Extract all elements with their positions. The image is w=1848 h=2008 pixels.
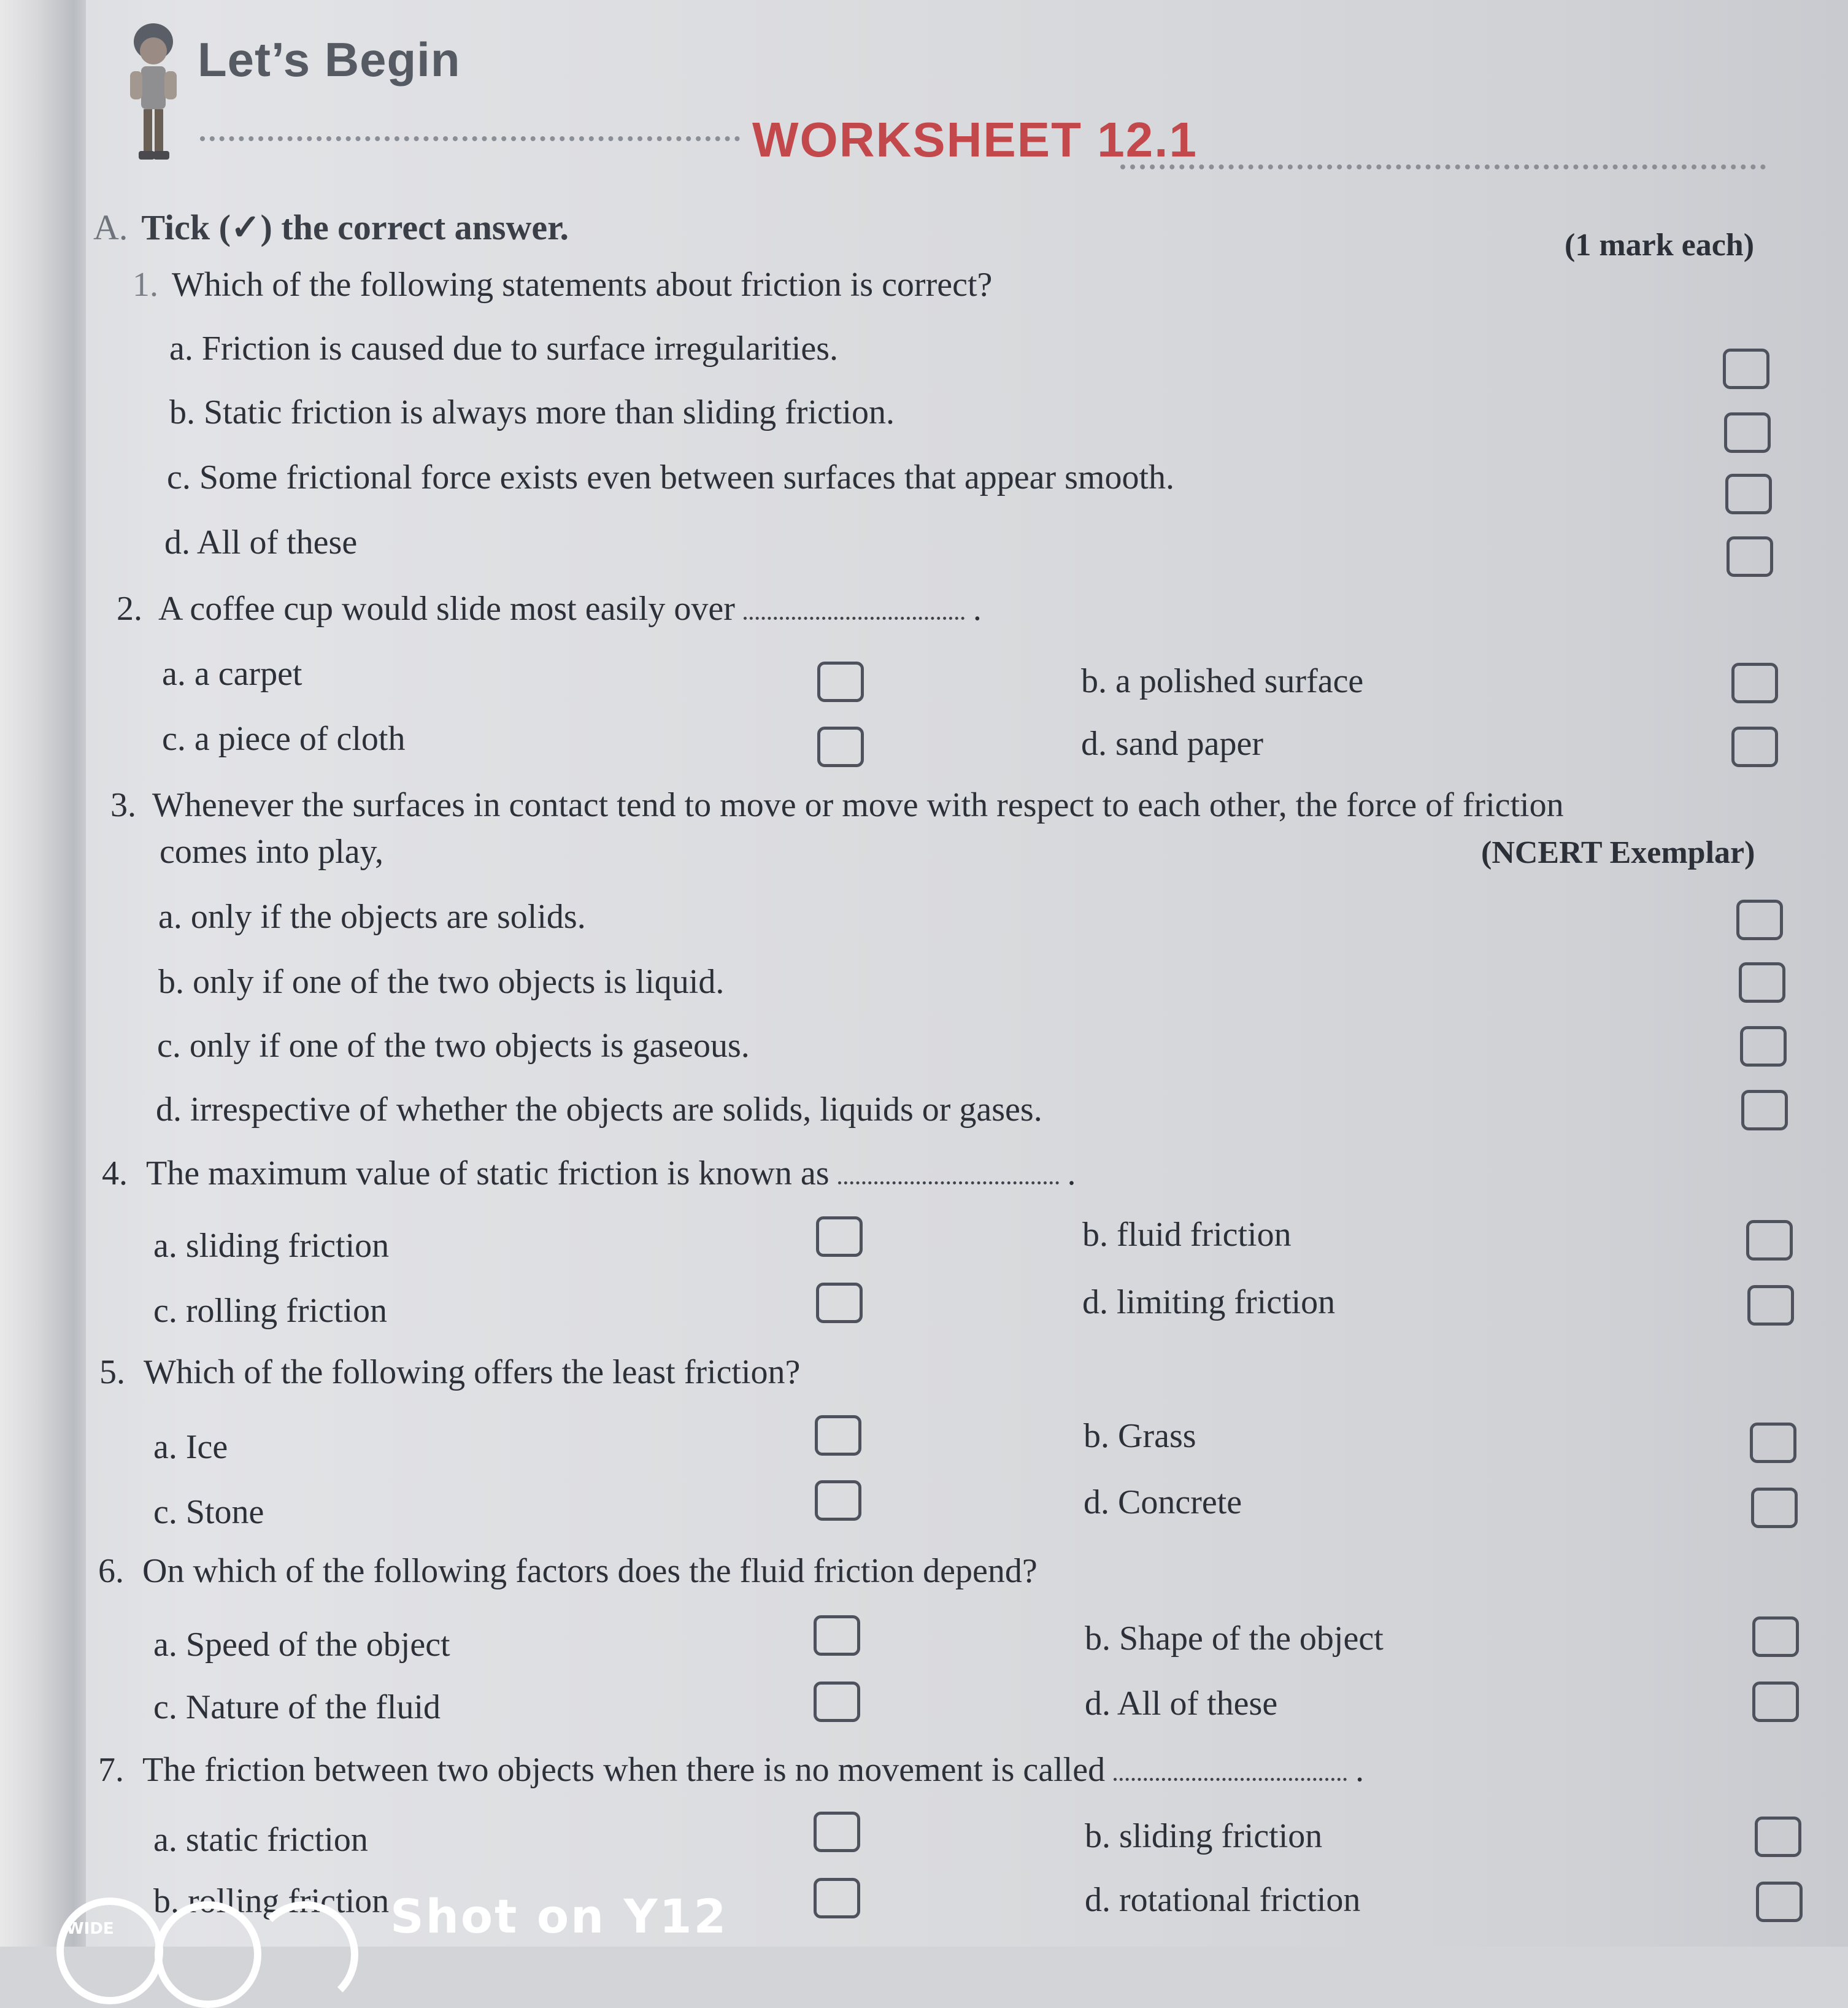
q6-option-d: d. All of these bbox=[1085, 1685, 1278, 1723]
question-3 bbox=[110, 786, 1564, 825]
answer-blank[interactable] bbox=[1114, 1778, 1347, 1781]
q4-option-c: c. rolling friction bbox=[153, 1292, 388, 1330]
watermark-lens-icon bbox=[56, 1898, 163, 2004]
question-number: 3. bbox=[110, 786, 136, 824]
q7-option-c: b. rolling friction bbox=[153, 1882, 390, 1920]
q4-checkbox-c[interactable] bbox=[816, 1283, 863, 1323]
q2-checkbox-d[interactable] bbox=[1731, 727, 1778, 767]
q7-checkbox-c[interactable] bbox=[814, 1878, 860, 1918]
q3-checkbox-a[interactable] bbox=[1736, 900, 1783, 940]
section-letter: A. bbox=[93, 207, 128, 247]
question-5 bbox=[99, 1353, 800, 1392]
q2-option-d: d. sand paper bbox=[1081, 725, 1264, 763]
q7-checkbox-b[interactable] bbox=[1755, 1817, 1801, 1857]
dotted-rule-left bbox=[200, 136, 740, 141]
q6-checkbox-d[interactable] bbox=[1752, 1682, 1799, 1722]
q1-checkbox-d[interactable] bbox=[1727, 536, 1773, 577]
question-text: The friction between two objects when there is no movement is called bbox=[142, 1751, 1106, 1789]
q3-checkbox-c[interactable] bbox=[1740, 1026, 1787, 1067]
question-text: Which of the following statements about friction is correct? bbox=[172, 266, 993, 304]
question-number: 7. bbox=[98, 1751, 124, 1789]
question-2 bbox=[117, 589, 982, 628]
q1-option-a: a. Friction is caused due to surface irregularities. bbox=[169, 330, 839, 368]
q6-checkbox-b[interactable] bbox=[1752, 1616, 1799, 1657]
question-text: On which of the following factors does the fluid friction depend? bbox=[142, 1552, 1038, 1590]
question-text: Which of the following offers the least friction? bbox=[144, 1353, 801, 1391]
marks-note: (1 mark each) bbox=[1565, 228, 1755, 263]
q3-option-a: a. only if the objects are solids. bbox=[158, 898, 586, 936]
q5-option-c: c. Stone bbox=[153, 1493, 264, 1531]
q2-option-c: c. a piece of cloth bbox=[162, 720, 406, 758]
trailing-period: . bbox=[1355, 1751, 1365, 1789]
question-number: 4. bbox=[102, 1154, 128, 1192]
question-text: A coffee cup would slide most easily over bbox=[158, 590, 735, 628]
q7-option-d: d. rotational friction bbox=[1085, 1881, 1361, 1919]
q3-checkbox-b[interactable] bbox=[1739, 962, 1785, 1003]
question-number: 1. bbox=[133, 266, 158, 304]
q3-checkbox-d[interactable] bbox=[1741, 1090, 1788, 1130]
question-number: 6. bbox=[98, 1552, 124, 1590]
q6-option-c: c. Nature of the fluid bbox=[153, 1688, 441, 1726]
q6-checkbox-c[interactable] bbox=[814, 1682, 860, 1722]
q1-checkbox-a[interactable] bbox=[1723, 349, 1769, 389]
q2-checkbox-a[interactable] bbox=[817, 662, 864, 702]
book-spine-shadow bbox=[0, 0, 86, 1947]
trailing-period: . bbox=[1067, 1154, 1076, 1192]
section-title: Let’s Begin bbox=[198, 33, 461, 87]
q4-option-b: b. fluid friction bbox=[1082, 1216, 1292, 1254]
q5-option-b: b. Grass bbox=[1084, 1417, 1196, 1455]
q4-checkbox-b[interactable] bbox=[1746, 1220, 1793, 1261]
q7-checkbox-a[interactable] bbox=[814, 1812, 860, 1852]
cartoon-boy-illustration bbox=[117, 17, 190, 164]
watermark-ring-icon bbox=[155, 1901, 261, 2008]
q2-option-b: b. a polished surface bbox=[1081, 662, 1364, 700]
q2-option-a: a. a carpet bbox=[162, 655, 302, 693]
question-4 bbox=[102, 1154, 1076, 1193]
ncert-exemplar-note: (NCERT Exemplar) bbox=[1481, 835, 1755, 870]
question-3-continued: comes into play, bbox=[160, 833, 383, 871]
q3-option-c: c. only if one of the two objects is gaseous. bbox=[157, 1027, 750, 1065]
q4-checkbox-a[interactable] bbox=[816, 1216, 863, 1257]
q6-option-a: a. Speed of the object bbox=[153, 1626, 450, 1664]
q4-option-a: a. sliding friction bbox=[153, 1227, 390, 1265]
q5-option-d: d. Concrete bbox=[1084, 1483, 1242, 1521]
q2-checkbox-b[interactable] bbox=[1731, 663, 1778, 703]
question-text: The maximum value of static friction is known as bbox=[146, 1154, 830, 1192]
question-6 bbox=[98, 1551, 1038, 1591]
q1-checkbox-c[interactable] bbox=[1725, 474, 1772, 514]
q2-checkbox-c[interactable] bbox=[817, 727, 864, 767]
answer-blank[interactable] bbox=[744, 617, 964, 620]
question-7 bbox=[98, 1750, 1364, 1790]
q1-option-d: d. All of these bbox=[164, 523, 358, 562]
watermark-text: Shot on Y12 bbox=[390, 1889, 728, 1944]
q5-checkbox-d[interactable] bbox=[1751, 1488, 1798, 1528]
q1-checkbox-b[interactable] bbox=[1724, 412, 1771, 453]
question-number: 2. bbox=[117, 590, 142, 628]
q7-option-a: a. static friction bbox=[153, 1821, 368, 1859]
watermark-arc-icon bbox=[252, 1901, 358, 2008]
q5-checkbox-c[interactable] bbox=[815, 1480, 861, 1521]
q1-option-c: c. Some frictional force exists even between surfaces that appear smooth. bbox=[167, 458, 1175, 496]
dotted-rule-right bbox=[1120, 164, 1766, 169]
q6-checkbox-a[interactable] bbox=[814, 1615, 860, 1656]
q3-option-d: d. irrespective of whether the objects are solids, liquids or gases. bbox=[156, 1091, 1042, 1129]
trailing-period: . bbox=[972, 590, 982, 628]
q1-option-b: b. Static friction is always more than sliding friction. bbox=[169, 393, 895, 431]
worksheet-title: WORKSHEET 12.1 bbox=[752, 112, 1198, 167]
q4-checkbox-d[interactable] bbox=[1747, 1285, 1794, 1326]
section-a-instruction bbox=[93, 206, 569, 248]
q7-option-b: b. sliding friction bbox=[1085, 1817, 1323, 1855]
q3-option-b: b. only if one of the two objects is liquid. bbox=[158, 963, 725, 1001]
q7-checkbox-d[interactable] bbox=[1756, 1882, 1803, 1922]
question-text: Whenever the surfaces in contact tend to move or move with respect to each other, the force of friction bbox=[152, 786, 1564, 824]
q4-option-d: d. limiting friction bbox=[1082, 1283, 1336, 1321]
q5-checkbox-a[interactable] bbox=[815, 1415, 861, 1456]
question-number: 5. bbox=[99, 1353, 125, 1391]
watermark-badge: WIDE bbox=[66, 1920, 114, 1938]
answer-blank[interactable] bbox=[838, 1181, 1059, 1184]
q5-checkbox-b[interactable] bbox=[1750, 1423, 1796, 1463]
instruction-text: Tick (✓) the correct answer. bbox=[141, 207, 569, 247]
q5-option-a: a. Ice bbox=[153, 1428, 228, 1466]
question-1 bbox=[133, 265, 992, 304]
q6-option-b: b. Shape of the object bbox=[1085, 1620, 1384, 1658]
